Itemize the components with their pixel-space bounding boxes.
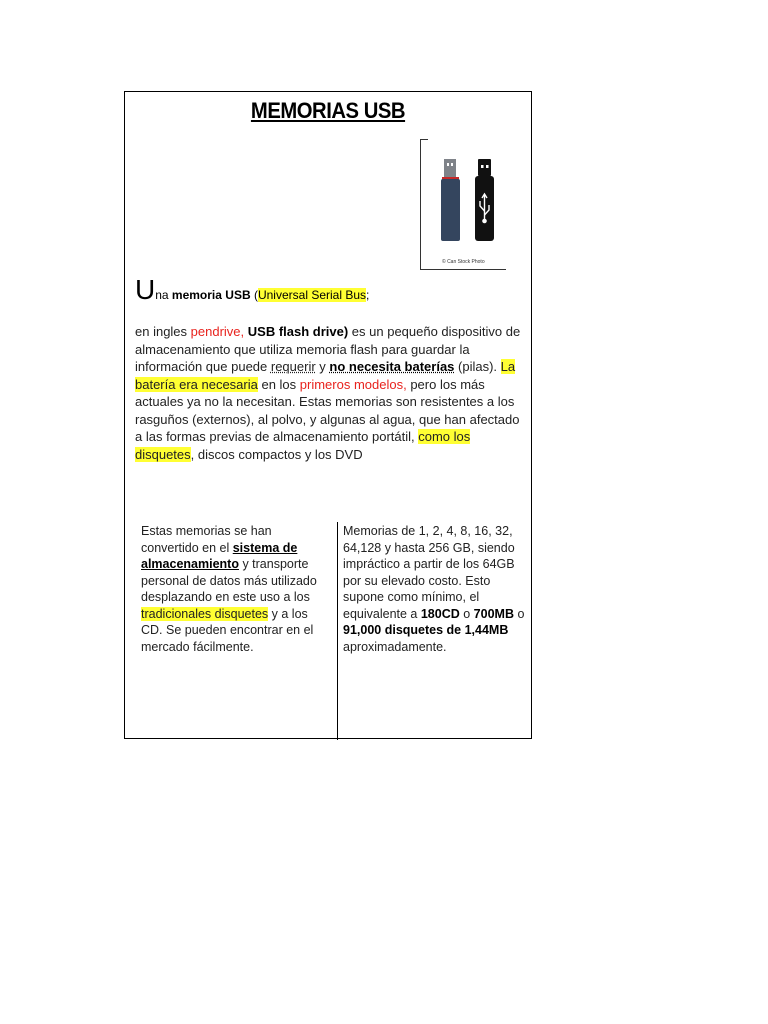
usb-connector-1 <box>444 159 456 178</box>
usb-stick-blue <box>441 179 460 241</box>
main-paragraph: en ingles pendrive, USB flash drive) es un pequeño dispositivo de almacenamiento que utiliza memoria flash para guardar la información que puede requerir y no necesita baterías (pilas). La batería era necesaria en los primeros modelos, pero los más actuales ya no la necesitan. Estas memorias son resistentes a los rasguños (externos), al polvo, y algunas al agua, que han afectado a las formas previas de almacenamiento portátil, como los disquetes, discos compactos y los DVD <box>135 324 521 462</box>
drop-cap: U <box>135 274 156 305</box>
usb-connector-2 <box>478 159 491 176</box>
document-title: MEMORIAS USB <box>250 98 406 123</box>
photo-credit: © Can Stock Photo <box>442 259 485 265</box>
usb-photo <box>420 139 506 271</box>
column-divider <box>337 522 338 740</box>
photo-frame-top <box>420 139 428 140</box>
usb-drives-icon <box>420 139 506 257</box>
photo-frame-left <box>420 139 421 269</box>
intro-line: Una memoria USB (Universal Serial Bus; <box>135 274 370 305</box>
left-column: Estas memorias se han convertido en el sistema de almacenamiento y transporte personal de datos más utilizado desplazando en este uso a los tradicionales disquetes y a los CD. Se pueden encontrar en el mercado fácilmente. <box>141 524 317 654</box>
right-column: Memorias de 1, 2, 4, 8, 16, 32, 64,128 y hasta 256 GB, siendo impráctico a partir de los 64GB por su elevado costo. Esto supone como mínimo, el equivalente a 180CD o 700MB o 91,000 disquetes de 1,44MB aproximadamente. <box>343 524 525 654</box>
photo-frame-bottom <box>420 269 506 270</box>
document-card <box>124 91 532 739</box>
